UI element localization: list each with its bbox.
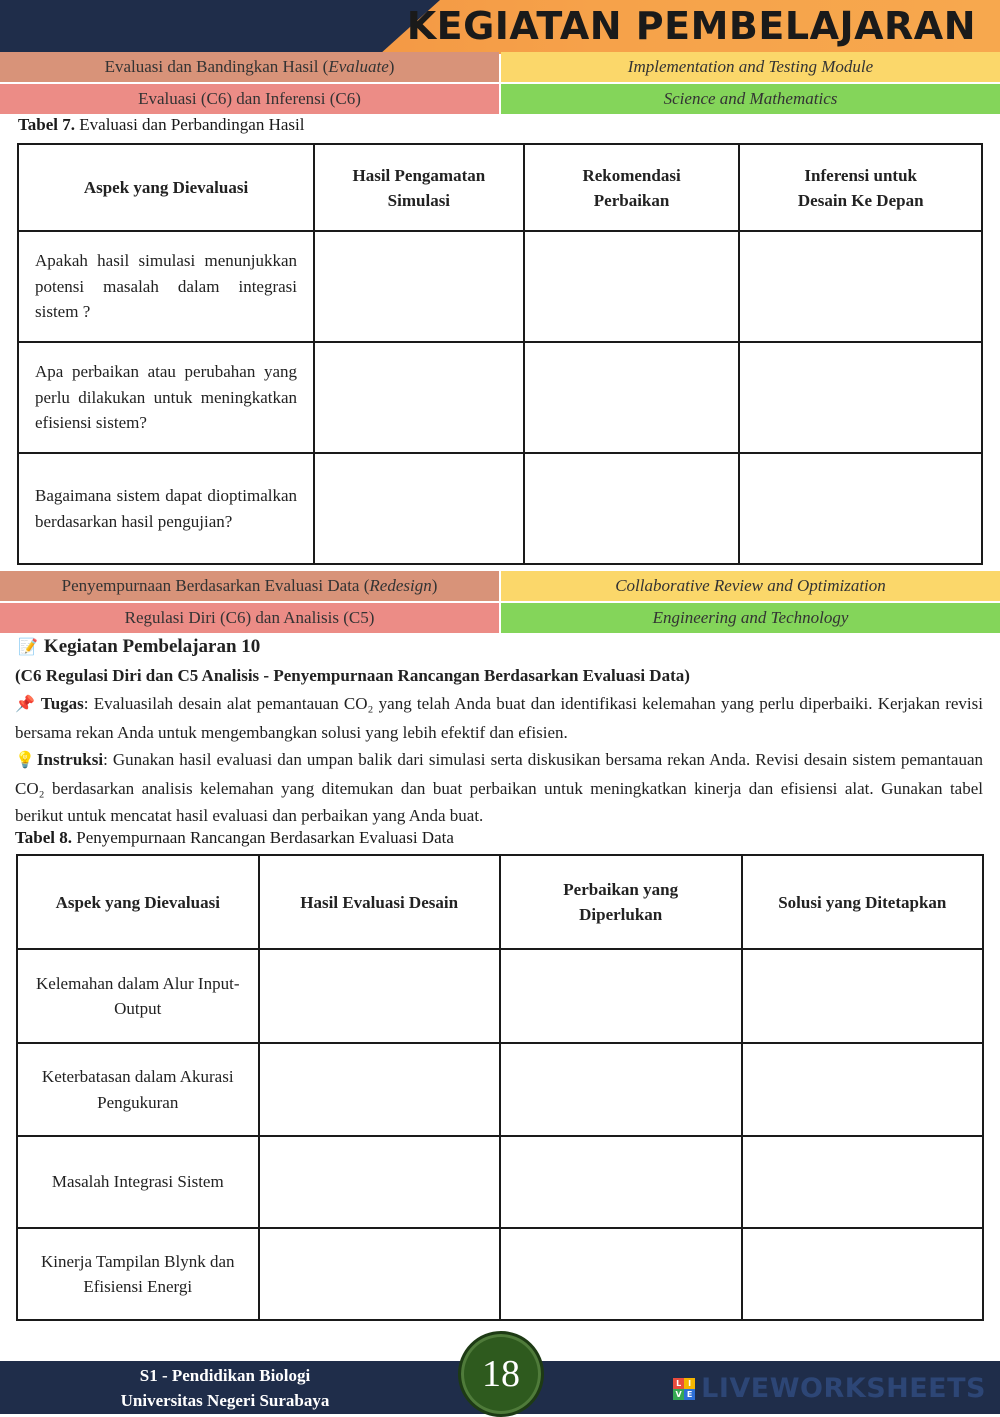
answer-cell[interactable] [500,1043,742,1136]
answer-cell[interactable] [742,1228,983,1320]
skill-label: Regulasi Diri (C6) dan Analisis (C5) [0,603,499,633]
activity-title-text: Kegiatan Pembelajaran 10 [43,636,261,657]
page-title: KEGIATAN PEMBELAJARAN [406,4,976,48]
table8-header: Aspek yang Dievaluasi [17,855,259,949]
subject-label: Science and Mathematics [501,84,1000,114]
table7-row-question: Bagaimana sistem dapat dioptimalkan berdasarkan hasil pengujian? [18,453,314,564]
activity-subtitle: (C6 Regulasi Diri dan C5 Analisis - Penyempurnaan Rancangan Berdasarkan Evaluasi Data) [15,666,690,685]
answer-cell[interactable] [314,342,524,453]
phase-text: Penyempurnaan Berdasarkan Evaluasi Data ( [61,576,370,595]
answer-cell[interactable] [500,1136,742,1228]
logo-letter: V [673,1389,684,1400]
answer-cell[interactable] [742,949,983,1043]
answer-cell[interactable] [742,1043,983,1136]
skill-label: Evaluasi (C6) dan Inferensi (C6) [0,84,499,114]
table7-caption [18,115,304,135]
liveworksheets-brand[interactable] [673,1373,986,1404]
answer-cell[interactable] [259,949,500,1043]
answer-cell[interactable] [259,1136,500,1228]
table7-row-question: Apakah hasil simulasi menunjukkan potensi masalah dalam integrasi sistem ? [18,231,314,342]
page-number: 18 [458,1331,544,1417]
task-label: Tugas [40,694,84,713]
table7-header: Hasil Pengamatan Simulasi [314,144,524,231]
answer-cell[interactable] [314,231,524,342]
answer-cell[interactable] [259,1228,500,1320]
instruction-text: : Gunakan hasil evaluasi dan umpan balik dari simulasi serta diskusikan bersama rekan Anda. Revisi desain sistem pemantauan CO₂ berdasarkan analisis kelemahan yang ditemukan dan buat perbaikan untuk meningkatkan kinerja dan efisiensi alat. Gunakan tabel berikut untuk mencatat hasil evaluasi dan perbaikan yang Anda buat. [15,750,983,825]
table8-header: Perbaikan yang Diperlukan [500,855,742,949]
footer-institution [100,1361,350,1413]
table7-caption-text: Evaluasi dan Perbandingan Hasil [75,115,305,134]
logo-letter: I [684,1378,695,1389]
table8-caption-label: Tabel 8. [15,828,73,847]
activity-title [18,636,260,658]
table8-caption [15,828,454,848]
instruction-paragraph [15,746,983,830]
table7-header: Aspek yang Dievaluasi [18,144,314,231]
answer-cell[interactable] [524,453,740,564]
answer-cell[interactable] [742,1136,983,1228]
task-text: : Evaluasilah desain alat pemantauan CO₂ yang telah Anda buat dan identifikasi kelemahan yang perlu diperbaiki. Kerjakan revisi bersama rekan Anda untuk mengembangkan solusi yang lebih efektif dan efisien. [15,694,983,742]
task-paragraph [15,690,983,746]
table8-row-aspect: Kinerja Tampilan Blynk dan Efisiensi Energi [17,1228,259,1320]
table7-row-question: Apa perbaikan atau perubahan yang perlu dilakukan untuk meningkatkan efisiensi sistem? [18,342,314,453]
module-label: Implementation and Testing Module [501,52,1000,82]
answer-cell[interactable] [524,342,740,453]
answer-cell[interactable] [500,949,742,1043]
answer-cell[interactable] [739,231,982,342]
liveworksheets-logo-icon [673,1378,695,1400]
logo-letter: L [673,1378,684,1389]
phase-text-end: ) [431,576,438,595]
table7-header: Inferensi untuk Desain Ke Depan [739,144,982,231]
table7-header: Rekomendasi Perbaikan [524,144,740,231]
phase-text: Evaluasi dan Bandingkan Hasil ( [104,57,329,76]
phase-em: Evaluate [328,57,389,76]
subject-label: Engineering and Technology [501,603,1000,633]
answer-cell[interactable] [500,1228,742,1320]
lightbulb-icon: 💡 [15,752,35,769]
table7-caption-label: Tabel 7. [18,115,76,134]
phase-em: Redesign [369,576,432,595]
table8-header: Solusi yang Ditetapkan [742,855,983,949]
table7 [17,143,983,565]
phase-text-end: ) [388,57,395,76]
logo-letter: E [684,1389,695,1400]
table8-caption-text: Penyempurnaan Rancangan Berdasarkan Evaluasi Data [72,828,454,847]
footer-university: Universitas Negeri Surabaya [120,1391,330,1410]
phase-label [0,571,499,601]
answer-cell[interactable] [314,453,524,564]
instruction-label: Instruksi [36,750,104,769]
liveworksheets-wordmark: LIVEWORKSHEETS [701,1373,986,1404]
pushpin-icon: 📌 [15,696,35,713]
answer-cell[interactable] [259,1043,500,1136]
table8-row-aspect: Masalah Integrasi Sistem [17,1136,259,1228]
memo-icon: 📝 [18,639,38,656]
answer-cell[interactable] [739,342,982,453]
table8 [16,854,984,1321]
module-label: Collaborative Review and Optimization [501,571,1000,601]
footer-program: S1 - Pendidikan Biologi [139,1366,311,1385]
table8-row-aspect: Keterbatasan dalam Akurasi Pengukuran [17,1043,259,1136]
answer-cell[interactable] [524,231,740,342]
table8-row-aspect: Kelemahan dalam Alur Input-Output [17,949,259,1043]
table8-header: Hasil Evaluasi Desain [259,855,500,949]
phase-label [0,52,499,82]
answer-cell[interactable] [739,453,982,564]
